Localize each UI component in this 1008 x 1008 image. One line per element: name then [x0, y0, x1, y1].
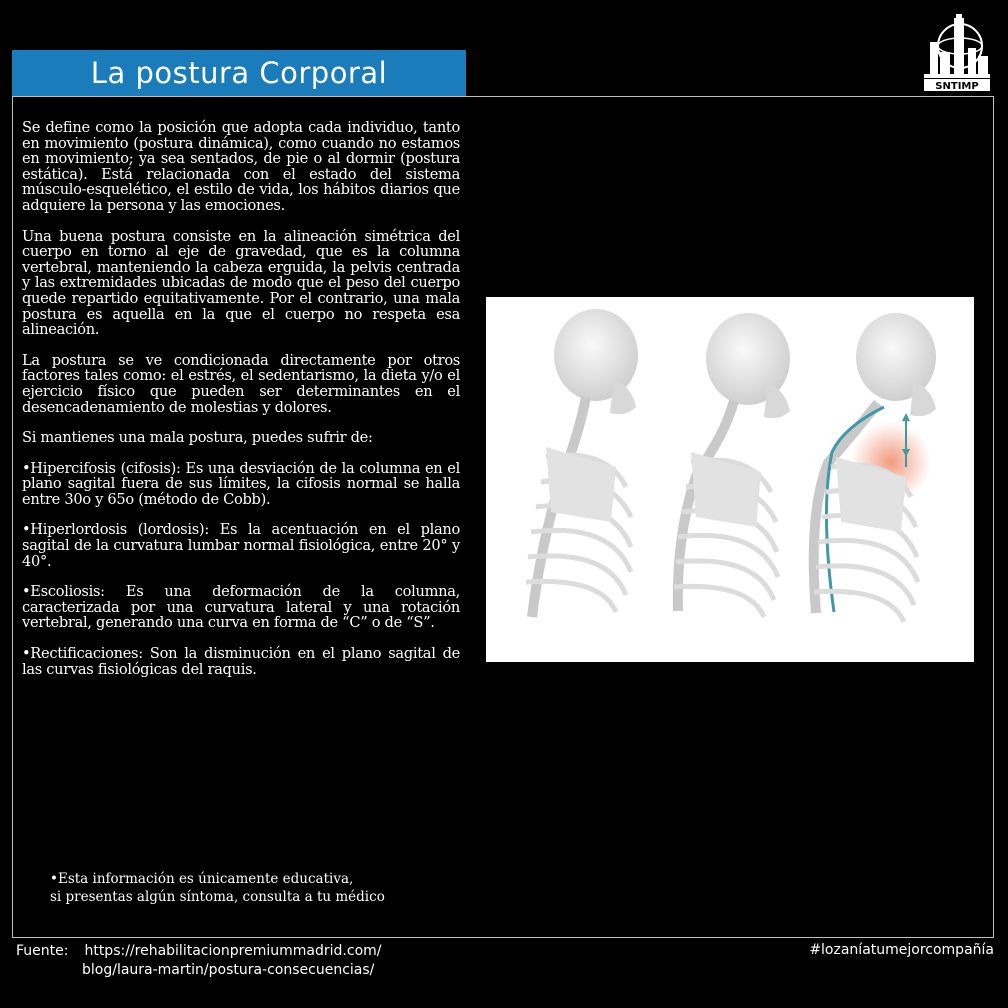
paragraph-factors: La postura se ve condicionada directamente por otros factores tales como: el estrés, el sedentarismo, la dieta y/o el ejercicio físico que pueden ser determinantes en el desencadenamiento de molestias y dolores.	[22, 351, 460, 416]
paragraph-intro-list: Si mantienes una mala postura, puedes sufrir de:	[22, 429, 373, 447]
source-citation	[16, 942, 382, 980]
list-item-escoliosis: •Escoliosis: Es una deformación de la columna, caracterizada por una curvatura lateral y una rotación vertebral, generando una curva en forma de “C” o de “S”.	[22, 583, 460, 632]
hashtag: #lozaníatumejorcompañía	[809, 942, 994, 958]
disclaimer	[50, 870, 460, 906]
source-label: Fuente:	[16, 943, 69, 959]
skeleton-forward-head	[674, 313, 790, 617]
paragraph-definition: Se define como la posición que adopta cada individuo, tanto en movimiento (postura dinámica), como cuando no estamos en movimiento; ya sea sentados, de pie o al dormir (postura estática). Está relacionada con el estado del sistema músculo-esquelético, el estilo de vida, los hábitos diarios que adquiere la persona y las emociones.	[22, 119, 460, 214]
disclaimer-line-2: si presentas algún síntoma, consulta a tu médico	[50, 889, 385, 905]
list-item-hiperlordosis: •Hiperlordosis (lordosis): Es la acentuación en el plano sagital de la curvatura lumbar normal fisiológica, entre 20° y 40°.	[22, 521, 460, 570]
body-text	[22, 120, 460, 692]
source-url-line-2[interactable]: blog/laura-martin/postura-consecuencias/	[82, 962, 375, 978]
logo-text: SNTIMP	[935, 81, 979, 92]
paragraph-good-posture: Una buena postura consiste en la alineación simétrica del cuerpo en torno al eje de gravedad, que es la columna vertebral, manteniendo la cabeza erguida, la pelvis centrada y las extremidades ubicadas de modo que el peso del cuerpo quede repartido equitativamente. Por el contrario, una mala postura es aquella en la que el cuerpo no respeta esa alineación.	[22, 227, 460, 339]
union-logo-icon	[920, 12, 992, 92]
list-item-hipercifosis: •Hipercifosis (cifosis): Es una desviación de la columna en el plano sagital fuera de sus límites, la cifosis normal se halla entre 30o y 65o (método de Cobb).	[22, 459, 460, 508]
list-item-rectificaciones: •Rectificaciones: Son la disminución en el plano sagital de las curvas fisiológicas del raquis.	[22, 645, 460, 678]
skeleton-bad-posture	[814, 313, 936, 622]
skeleton-good-posture	[526, 309, 638, 617]
posture-skeleton-illustration	[486, 297, 974, 662]
source-url-line-1[interactable]: https://rehabilitacionpremiummadrid.com/	[84, 943, 382, 959]
disclaimer-line-1: •Esta información es únicamente educativa,	[50, 871, 354, 887]
page-title: La postura Corporal	[12, 50, 466, 96]
sntimp-logo	[920, 12, 992, 92]
